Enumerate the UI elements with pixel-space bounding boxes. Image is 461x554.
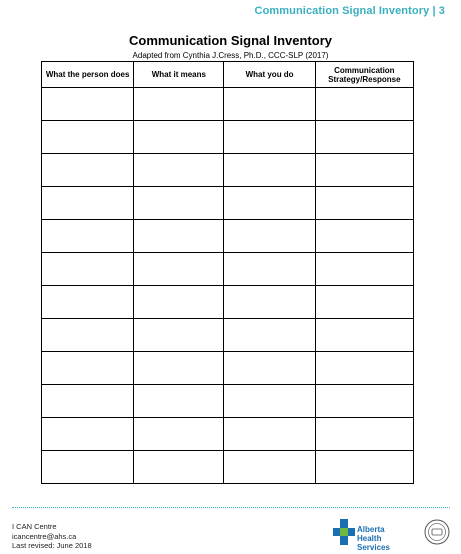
table-row — [42, 418, 414, 451]
table-cell — [134, 88, 224, 121]
table-cell — [224, 385, 315, 418]
table-row — [42, 319, 414, 352]
table-cell — [315, 418, 413, 451]
table-cell — [42, 88, 134, 121]
table-cell — [315, 451, 413, 484]
table-cell — [315, 286, 413, 319]
table-cell — [134, 253, 224, 286]
table-row — [42, 451, 414, 484]
footer-divider — [12, 507, 450, 508]
table-cell — [224, 418, 315, 451]
table-row — [42, 220, 414, 253]
table-row — [42, 286, 414, 319]
table-cell — [134, 418, 224, 451]
column-header-what-it-means: What it means — [134, 62, 224, 88]
table-cell — [134, 121, 224, 154]
table-row — [42, 121, 414, 154]
table-cell — [224, 220, 315, 253]
table-cell — [315, 385, 413, 418]
ahs-cross-icon — [333, 519, 355, 545]
table-cell — [134, 352, 224, 385]
footer-org: I CAN Centre — [12, 522, 57, 531]
table-cell — [42, 451, 134, 484]
table-row — [42, 154, 414, 187]
column-header-what-person-does: What the person does — [42, 62, 134, 88]
table-cell — [315, 253, 413, 286]
table-cell — [315, 319, 413, 352]
table-cell — [42, 319, 134, 352]
footer-revised: Last revised: June 2018 — [12, 541, 92, 550]
table-cell — [224, 451, 315, 484]
table-cell — [134, 319, 224, 352]
table-body — [42, 88, 414, 484]
table-row — [42, 385, 414, 418]
table-cell — [315, 187, 413, 220]
table-cell — [42, 418, 134, 451]
seal-icon — [424, 519, 450, 545]
table-row — [42, 88, 414, 121]
table-cell — [134, 187, 224, 220]
page-subtitle: Adapted from Cynthia J.Cress, Ph.D., CCC-SLP (2017) — [132, 51, 329, 60]
running-header: Communication Signal Inventory | 3 — [254, 5, 445, 17]
table-cell — [42, 385, 134, 418]
table-cell — [315, 352, 413, 385]
table-cell — [42, 286, 134, 319]
table-row — [42, 352, 414, 385]
table-header-row — [42, 62, 414, 88]
table-cell — [42, 154, 134, 187]
logo-text-line2: Services — [357, 543, 390, 552]
table-cell — [134, 286, 224, 319]
column-header-strategy-response: Communication Strategy/Response — [315, 62, 413, 88]
signal-inventory-table — [41, 61, 414, 484]
table-cell — [42, 121, 134, 154]
table-cell — [315, 121, 413, 154]
alberta-health-services-logo — [333, 519, 403, 552]
table-cell — [315, 88, 413, 121]
table-cell — [224, 88, 315, 121]
table-cell — [224, 154, 315, 187]
table-cell — [42, 253, 134, 286]
footer-info — [12, 522, 92, 551]
table-cell — [42, 220, 134, 253]
table-cell — [224, 352, 315, 385]
table-cell — [224, 187, 315, 220]
table-cell — [224, 286, 315, 319]
table-cell — [315, 220, 413, 253]
table-cell — [42, 352, 134, 385]
table-cell — [134, 385, 224, 418]
table-cell — [134, 220, 224, 253]
footer-email: icancentre@ahs.ca — [12, 531, 77, 541]
table-row — [42, 187, 414, 220]
table-cell — [224, 253, 315, 286]
table-cell — [224, 121, 315, 154]
table-cell — [315, 154, 413, 187]
column-header-what-you-do: What you do — [224, 62, 315, 88]
table-cell — [224, 319, 315, 352]
table-cell — [134, 154, 224, 187]
logo-text-line1: Alberta Health — [357, 525, 385, 543]
table-cell — [134, 451, 224, 484]
table-cell — [42, 187, 134, 220]
page-title: Communication Signal Inventory — [129, 33, 332, 48]
table-row — [42, 253, 414, 286]
